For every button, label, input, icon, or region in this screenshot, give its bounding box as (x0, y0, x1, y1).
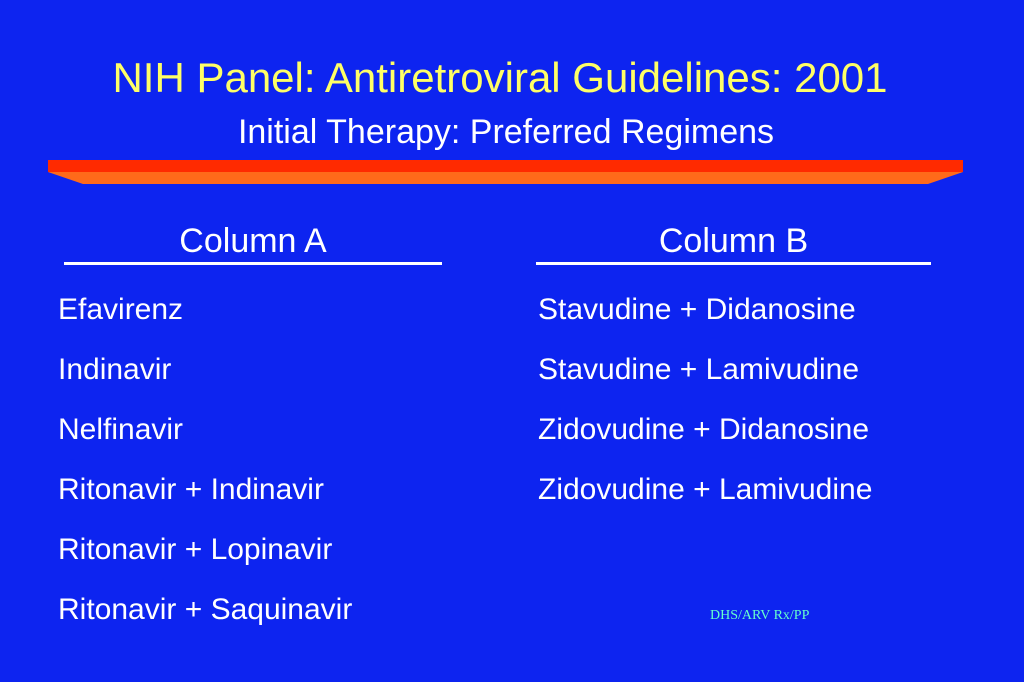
column-b-header: Column B (658, 222, 809, 260)
divider-bar-bottom (48, 172, 963, 184)
column-a-list (58, 280, 352, 640)
column-a-header: Column A (179, 222, 327, 260)
title-divider-bar (48, 160, 963, 184)
slide-subtitle: Initial Therapy: Preferred Regimens (237, 113, 775, 151)
column-b-list (538, 280, 872, 520)
column-a-item: Indinavir (58, 353, 172, 386)
column-b-item: Stavudine + Didanosine (538, 293, 856, 326)
column-a-item: Ritonavir + Saquinavir (58, 593, 353, 626)
column-a-item: Efavirenz (58, 293, 184, 326)
slide-footer: DHS/ARV Rx/PP (710, 608, 810, 623)
column-a-item: Ritonavir + Indinavir (58, 473, 324, 506)
column-b-item: Zidovudine + Lamivudine (538, 473, 873, 506)
divider-bar-top (48, 160, 963, 172)
column-b-item: Zidovudine + Didanosine (538, 413, 870, 446)
slide-title: NIH Panel: Antiretroviral Guidelines: 2001 (112, 54, 888, 101)
column-b-item: Stavudine + Lamivudine (538, 353, 860, 386)
column-b-underline (536, 262, 931, 265)
column-a-underline (64, 262, 442, 265)
column-a-item: Ritonavir + Lopinavir (58, 533, 333, 566)
column-a-item: Nelfinavir (58, 413, 184, 446)
